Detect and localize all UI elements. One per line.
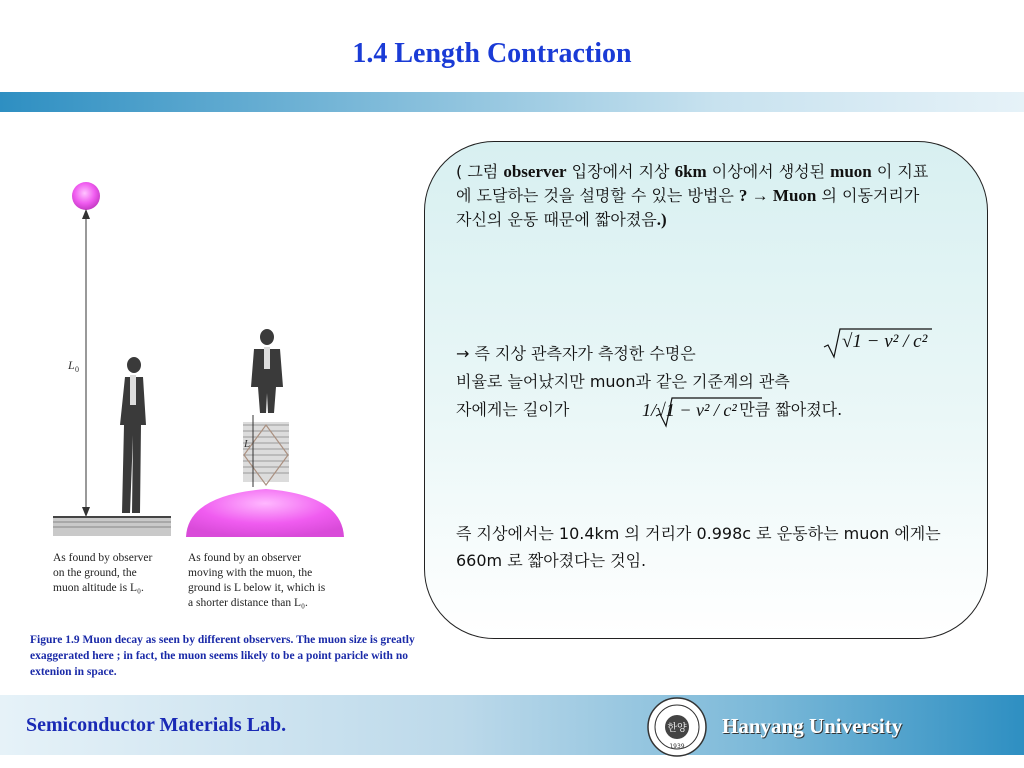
svg-text:As found by observer: As found by observer bbox=[53, 552, 153, 564]
ground-observer bbox=[120, 357, 146, 513]
panel-paragraph-1: ( 그럼 observer 입장에서 지상 6km 이상에서 생성된 muon 이 지표에 도달하는 것을 설명할 수 있는 방법은 ? → Muon 의 이동거리가 자신의 운동 때문에 짧아졌음.) bbox=[456, 162, 929, 229]
svg-text:0: 0 bbox=[75, 365, 79, 374]
equation-sqrt: √1 − v² / c² bbox=[822, 325, 934, 367]
svg-text:1939: 1939 bbox=[669, 743, 685, 750]
muon-figure bbox=[48, 125, 378, 615]
svg-text:As found by an observer: As found by an observer bbox=[188, 552, 302, 564]
header-gradient-bar bbox=[0, 92, 1024, 112]
svg-text:moving with the muon, the: moving with the muon, the bbox=[188, 567, 313, 579]
L0-label: L bbox=[68, 358, 75, 372]
university-seal-icon bbox=[646, 696, 708, 758]
slide-title: 1.4 Length Contraction bbox=[352, 38, 632, 69]
svg-text:a shorter distance than L₀.: a shorter distance than L₀. bbox=[188, 597, 308, 609]
muon-trail bbox=[74, 129, 98, 185]
L-label: L bbox=[244, 438, 251, 450]
svg-text:한양: 한양 bbox=[667, 723, 687, 734]
muon-illustration bbox=[48, 125, 378, 615]
svg-text:on the ground, the: on the ground, the bbox=[53, 567, 137, 579]
figure-caption: Figure 1.9 Muon decay as seen by different observers. The muon size is greatly exaggerated here ; in fact, the muon seems likely to be a point paricle with no extenion in space. bbox=[30, 634, 415, 678]
muon-particle bbox=[72, 182, 100, 210]
svg-text:ground is L below it, which is: ground is L below it, which is bbox=[188, 582, 326, 594]
lab-name: Semiconductor Materials Lab. bbox=[26, 714, 287, 736]
length-rods bbox=[243, 422, 289, 485]
panel-paragraph-3: 즉 지상에서는 10.4km 의 거리가 0.998c 로 운동하는 muon 에게는 660m 로 짧아졌다는 것임. bbox=[456, 524, 941, 570]
earth-dome bbox=[186, 489, 344, 537]
ground-left bbox=[53, 516, 171, 536]
university-name: Hanyang University bbox=[722, 714, 903, 738]
panel-paragraph-2: → 즉 지상 관측자가 측정한 수명은 비율로 늘어났지만 muon과 같은 기준계의 관측 자에게는 길이가 만큼 짧아졌다. bbox=[456, 344, 843, 419]
svg-text:muon altitude is L₀.: muon altitude is L₀. bbox=[53, 582, 144, 594]
moving-observer bbox=[251, 329, 283, 413]
equation-inverse-sqrt: 1/√1 − v² / c² bbox=[640, 394, 764, 436]
